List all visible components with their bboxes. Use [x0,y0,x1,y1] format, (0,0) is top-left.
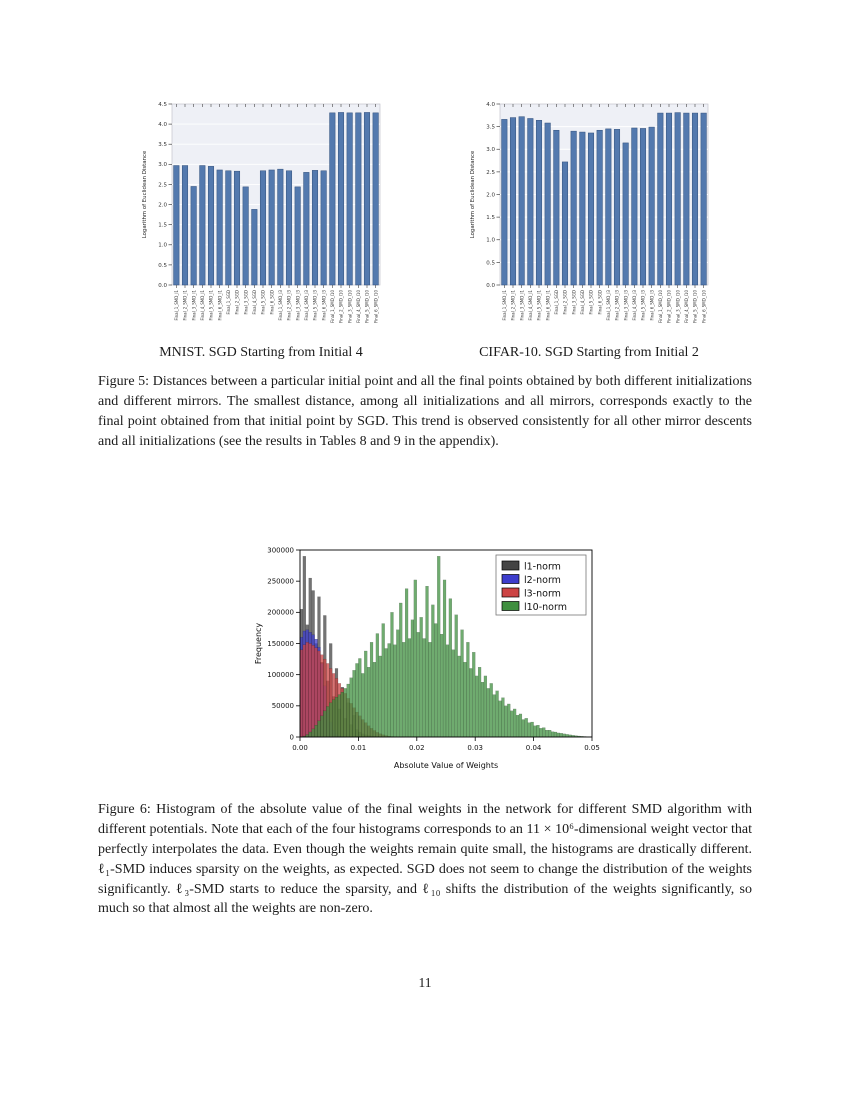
svg-text:4.5: 4.5 [158,101,167,108]
svg-text:Final_2_SMD_l3: Final_2_SMD_l3 [286,290,292,321]
svg-text:0.01: 0.01 [350,744,367,752]
figure6-caption: Figure 6: Histogram of the absolute value of the final weights in the network for different SMD algorithm with different potentials. Note that each of the four histograms corresponds to an 11 × 10⁶-dimensional weight vector that perfectly interpolates the data. Even though the weights remain quite small, the histograms are drastically different. ℓ₁-SMD induces sparsity on the weights, as expected. SGD does not seem to change the distribution of the weights significantly. ℓ₃-SMD starts to reduce the sparsity, and ℓ₁₀ shifts the distribution of the weights significantly, so much so that almost all the weights are non-zero. [98,802,752,917]
svg-text:1.0: 1.0 [158,242,167,249]
svg-text:Final_4_SMD_l3: Final_4_SMD_l3 [303,290,309,321]
svg-text:Final_5_SMD_l10: Final_5_SMD_l10 [692,290,698,324]
svg-text:Final_1_SMD_l1: Final_1_SMD_l1 [173,290,179,321]
svg-text:Final_3_SGD: Final_3_SGD [571,290,577,315]
svg-text:Final_1_SGD: Final_1_SGD [225,290,231,315]
svg-text:0.05: 0.05 [584,744,600,752]
svg-text:0.5: 0.5 [486,260,495,267]
svg-text:l10-norm: l10-norm [524,602,567,613]
svg-text:Final_4_SMD_l3: Final_4_SMD_l3 [631,290,637,321]
svg-text:l1-norm: l1-norm [524,561,561,573]
figure5-left-subfigure [136,95,386,361]
svg-text:3.5: 3.5 [486,124,495,131]
svg-text:Final_6_SGD: Final_6_SGD [597,290,603,315]
svg-text:l3-norm: l3-norm [524,588,561,600]
svg-text:0: 0 [289,733,294,742]
svg-text:50000: 50000 [271,702,294,711]
svg-text:Final_5_SMD_l1: Final_5_SMD_l1 [536,290,542,321]
svg-text:200000: 200000 [267,608,294,617]
svg-text:1.5: 1.5 [158,222,167,229]
svg-text:Final_4_SMD_l1: Final_4_SMD_l1 [527,290,533,321]
svg-text:150000: 150000 [267,639,294,648]
page-number: 11 [418,975,432,990]
svg-text:1.0: 1.0 [486,237,495,244]
svg-text:0.03: 0.03 [467,744,483,752]
svg-text:Final_1_SMD_l3: Final_1_SMD_l3 [277,290,283,321]
svg-text:Final_6_SMD_l3: Final_6_SMD_l3 [649,290,655,321]
svg-text:2.0: 2.0 [486,192,495,199]
svg-text:Final_2_SGD: Final_2_SGD [234,290,240,315]
svg-text:Final_3_SMD_l1: Final_3_SMD_l1 [519,290,525,321]
svg-text:0.0: 0.0 [158,282,167,289]
svg-text:Final_5_SGD: Final_5_SGD [260,290,266,315]
svg-text:4.0: 4.0 [158,122,167,129]
svg-text:Final_1_SMD_l10: Final_1_SMD_l10 [329,290,335,324]
svg-text:Logarithm of Euclidean Distanc: Logarithm of Euclidean Distance [470,150,476,239]
svg-text:Final_5_SGD: Final_5_SGD [588,290,594,315]
svg-text:3.5: 3.5 [158,142,167,149]
figure5-caption: Figure 5: Distances between a particular initial point and all the final points obtained by both different initializations and different mirrors. The smallest distance, among all initializations and all mirrors, corresponds exactly to the final point obtained from that initial point by SGD. This trend is observed consistently for all other mirror descents and all initializations (see the results in Tables 8 and 9 in the appendix). [98,374,752,449]
svg-text:Final_6_SGD: Final_6_SGD [269,290,275,315]
svg-text:0.00: 0.00 [292,744,308,752]
cifar-bar-chart [464,95,714,335]
svg-text:250000: 250000 [267,577,294,586]
svg-text:Final_5_SMD_l3: Final_5_SMD_l3 [640,290,646,321]
svg-text:Final_6_SMD_l3: Final_6_SMD_l3 [321,290,327,321]
svg-text:2.5: 2.5 [158,182,167,189]
figure5 [0,95,850,361]
svg-text:0.0: 0.0 [486,282,495,289]
svg-text:Final_4_SGD: Final_4_SGD [579,290,585,315]
figure5-right-subfigure [464,95,714,361]
svg-text:Final_3_SMD_l1: Final_3_SMD_l1 [191,290,197,321]
svg-text:Final_6_SMD_l10: Final_6_SMD_l10 [373,290,379,324]
svg-text:Final_2_SMD_l10: Final_2_SMD_l10 [338,290,344,324]
svg-text:Final_5_SMD_l1: Final_5_SMD_l1 [208,290,214,321]
svg-text:Final_4_SMD_l10: Final_4_SMD_l10 [683,290,689,324]
svg-text:Final_2_SMD_l1: Final_2_SMD_l1 [510,290,516,321]
svg-text:l2-norm: l2-norm [524,575,561,586]
svg-text:100000: 100000 [267,671,294,680]
weights-histogram-chart [250,543,600,771]
svg-text:0.04: 0.04 [525,744,542,752]
svg-text:Final_2_SMD_l1: Final_2_SMD_l1 [182,290,188,321]
svg-text:3.0: 3.0 [486,147,495,154]
svg-text:Final_5_SMD_l3: Final_5_SMD_l3 [312,290,318,321]
svg-text:2.5: 2.5 [486,169,495,176]
svg-text:3.0: 3.0 [158,162,167,169]
svg-text:Final_2_SGD: Final_2_SGD [562,290,568,315]
svg-text:Final_4_SGD: Final_4_SGD [251,290,257,315]
svg-text:Final_3_SMD_l3: Final_3_SMD_l3 [295,290,301,321]
svg-text:0.02: 0.02 [409,744,425,752]
figure5-left-subcaption: MNIST. SGD Starting from Initial 4 [159,345,363,360]
svg-text:Frequency: Frequency [254,622,263,665]
svg-text:Final_1_SMD_l3: Final_1_SMD_l3 [605,290,611,321]
svg-text:2.0: 2.0 [158,202,167,209]
svg-text:Final_1_SGD: Final_1_SGD [553,290,559,315]
svg-text:Final_3_SGD: Final_3_SGD [243,290,249,315]
svg-text:Final_6_SMD_l1: Final_6_SMD_l1 [217,290,223,321]
svg-text:Final_6_SMD_l10: Final_6_SMD_l10 [701,290,707,324]
svg-text:Final_3_SMD_l10: Final_3_SMD_l10 [347,290,353,324]
svg-text:Absolute Value of Weights: Absolute Value of Weights [393,761,499,770]
figure6 [0,543,850,771]
svg-text:300000: 300000 [267,546,294,555]
svg-text:Final_1_SMD_l10: Final_1_SMD_l10 [657,290,663,324]
svg-text:Final_3_SMD_l10: Final_3_SMD_l10 [675,290,681,324]
svg-text:Final_2_SMD_l10: Final_2_SMD_l10 [666,290,672,324]
mnist-bar-chart [136,95,386,335]
svg-text:Final_6_SMD_l1: Final_6_SMD_l1 [545,290,551,321]
svg-text:4.0: 4.0 [486,101,495,108]
svg-text:Final_2_SMD_l3: Final_2_SMD_l3 [614,290,620,321]
svg-text:Final_3_SMD_l3: Final_3_SMD_l3 [623,290,629,321]
svg-text:Final_5_SMD_l10: Final_5_SMD_l10 [364,290,370,324]
svg-text:Final_1_SMD_l1: Final_1_SMD_l1 [501,290,507,321]
svg-text:Logarithm of Euclidean Distanc: Logarithm of Euclidean Distance [142,150,148,239]
svg-text:1.5: 1.5 [486,215,495,222]
svg-text:Final_4_SMD_l10: Final_4_SMD_l10 [355,290,361,324]
figure5-right-subcaption: CIFAR-10. SGD Starting from Initial 2 [479,345,699,360]
svg-text:Final_4_SMD_l1: Final_4_SMD_l1 [199,290,205,321]
svg-text:0.5: 0.5 [158,262,167,269]
